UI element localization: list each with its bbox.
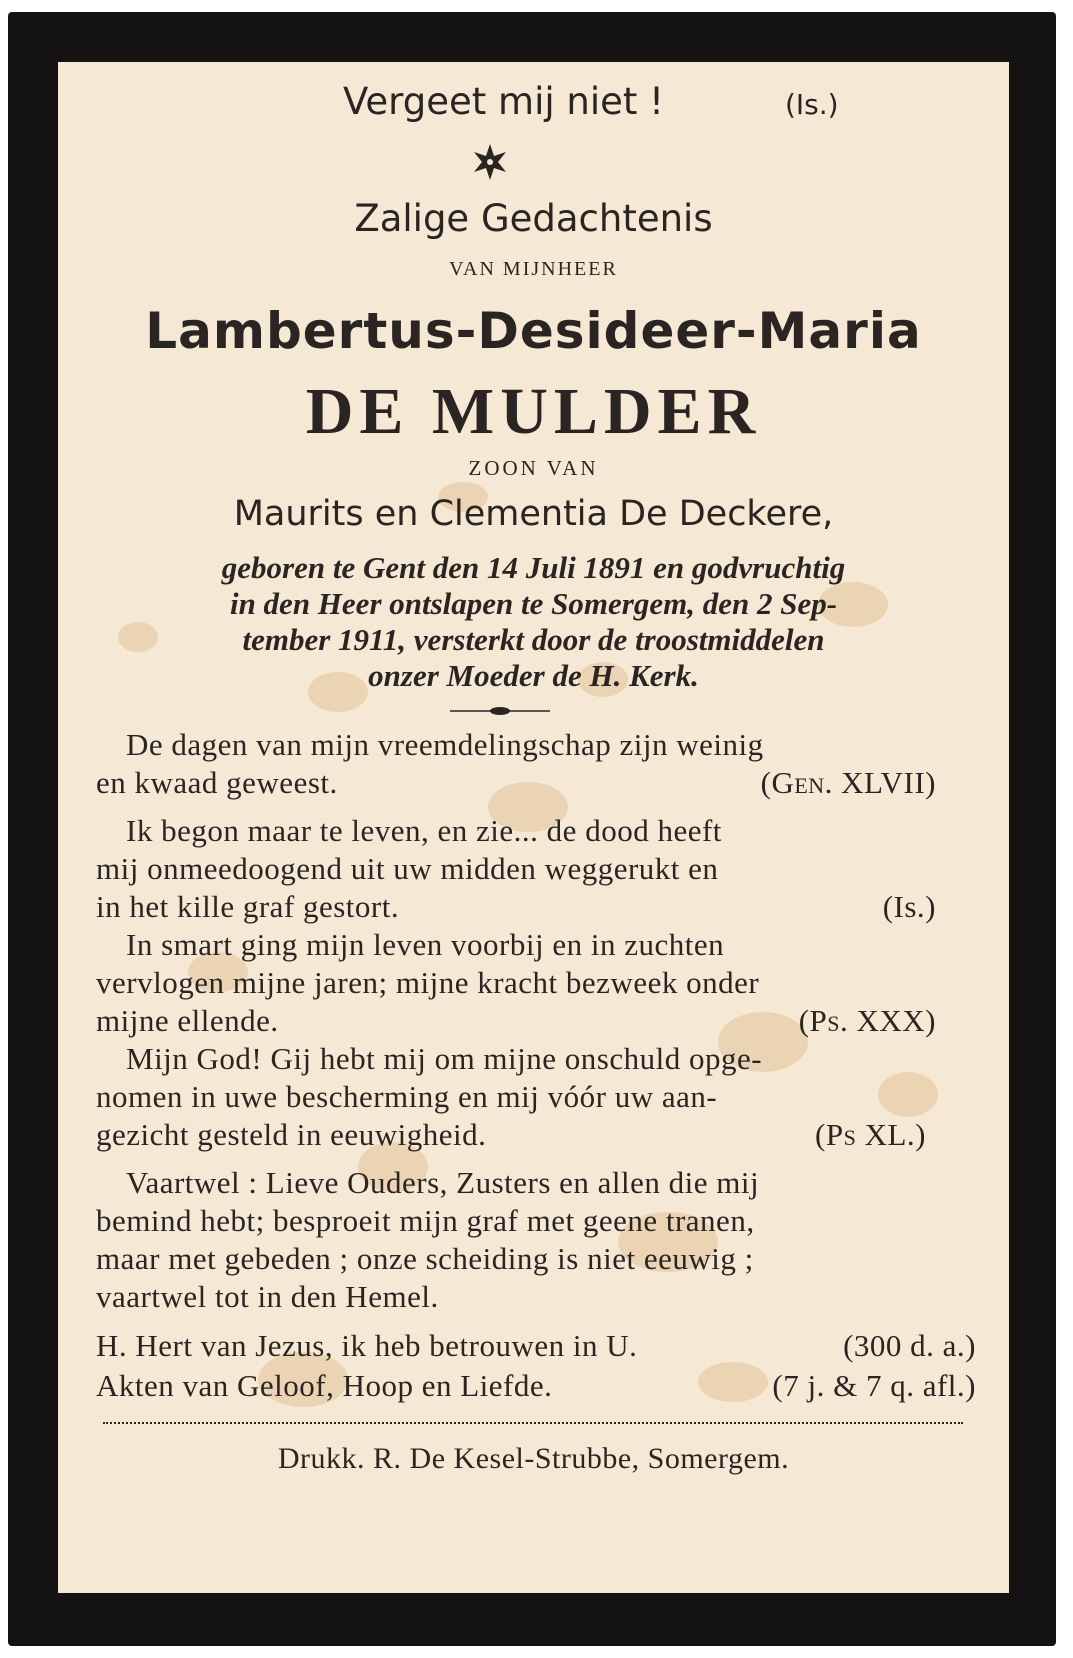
motto-line — [58, 80, 1009, 123]
verse-text: Akten van Geloof, Hoop en Liefde. — [96, 1368, 553, 1403]
verse-text: Vaartwel : Lieve Ouders, Zusters en allen die mij — [126, 1165, 760, 1200]
verse-text: In smart ging mijn leven voorbij en in zuchten — [126, 927, 725, 962]
verse-line — [96, 1003, 976, 1039]
verse-line — [96, 1279, 976, 1315]
verse-text: vervlogen mijne jaren; mijne kracht bezweek onder — [96, 965, 760, 1000]
bio-line: geboren te Gent den 14 Juli 1891 en godvruchtig — [221, 550, 846, 585]
verse-line — [96, 1165, 976, 1201]
verse-line — [96, 1041, 976, 1077]
parents: Maurits en Clementia De Deckere, — [233, 494, 834, 534]
indulgence-note: (300 d. a.) — [843, 1328, 976, 1363]
verse-line — [96, 1079, 976, 1115]
verse-line — [96, 1203, 976, 1239]
verse-line — [96, 851, 976, 887]
motto: Vergeet mij niet ! — [342, 80, 664, 123]
memorial-title: Zalige Gedachtenis — [354, 197, 713, 240]
bio-line: in den Heer ontslapen te Somergem, den 2 Sep- — [229, 586, 838, 621]
verse-text: vaartwel tot in den Hemel. — [96, 1279, 439, 1314]
verse-text: nomen in uwe bescherming en mij vóór uw aan- — [96, 1079, 718, 1114]
verse-text: en kwaad geweest. — [96, 765, 338, 800]
verse-line — [96, 927, 976, 963]
verse-text: bemind hebt; besproeit mijn graf met geene tranen, — [96, 1203, 755, 1238]
printer-credit: Drukk. R. De Kesel-Strubbe, Somergem. — [277, 1442, 790, 1475]
bio-line: tember 1911, versterkt door de troostmiddelen — [242, 622, 825, 657]
verse-text: in het kille graf gestort. — [96, 889, 400, 924]
verse-text: mijne ellende. — [96, 1003, 279, 1038]
dotted-divider — [103, 1422, 963, 1424]
verse-line — [96, 889, 976, 925]
scripture-reference: (Ps. XXX) — [798, 1003, 936, 1038]
given-names: Lambertus-Desideer-Maria — [145, 302, 922, 360]
verse-text: mij onmeedoogend uit uw midden weggerukt en — [96, 851, 719, 886]
surname: DE MULDER — [305, 375, 762, 448]
verse-line — [96, 1241, 976, 1277]
verse-line — [96, 1117, 976, 1153]
bio-line: onzer Moeder de H. Kerk. — [368, 658, 699, 693]
verse-line — [96, 727, 976, 763]
indulgence-note: (7 j. & 7 q. afl.) — [772, 1368, 976, 1403]
verse-text: gezicht gesteld in eeuwigheid. — [96, 1117, 487, 1152]
verse-line — [96, 813, 976, 849]
verse-text: Mijn God! Gij hebt mij om mijne onschuld opge- — [126, 1041, 763, 1076]
scripture-reference: (Ps XL.) — [815, 1117, 926, 1152]
motto-reference: (Is.) — [785, 88, 839, 121]
verse-text: maar met gebeden ; onze scheiding is niet eeuwig ; — [96, 1241, 754, 1276]
verse-line — [96, 765, 976, 801]
scripture-reference: (Gen. XLVII) — [760, 765, 936, 800]
ornament-divider — [450, 704, 550, 716]
verse-line — [96, 1368, 976, 1404]
maltese-cross-icon — [470, 142, 510, 182]
verse-line — [96, 1328, 976, 1364]
verse-text: De dagen van mijn vreemdelingschap zijn weinig — [126, 727, 764, 762]
scripture-reference: (Is.) — [882, 889, 936, 924]
memorial-card — [58, 62, 1009, 1593]
zoon-van: ZOON VAN — [468, 456, 599, 480]
van-mijnheer: VAN MIJNHEER — [449, 258, 618, 280]
verse-text: H. Hert van Jezus, ik heb betrouwen in U. — [96, 1328, 638, 1363]
verse-line — [96, 965, 976, 1001]
verse-text: Ik begon maar te leven, en zie... de dood heeft — [126, 813, 722, 848]
